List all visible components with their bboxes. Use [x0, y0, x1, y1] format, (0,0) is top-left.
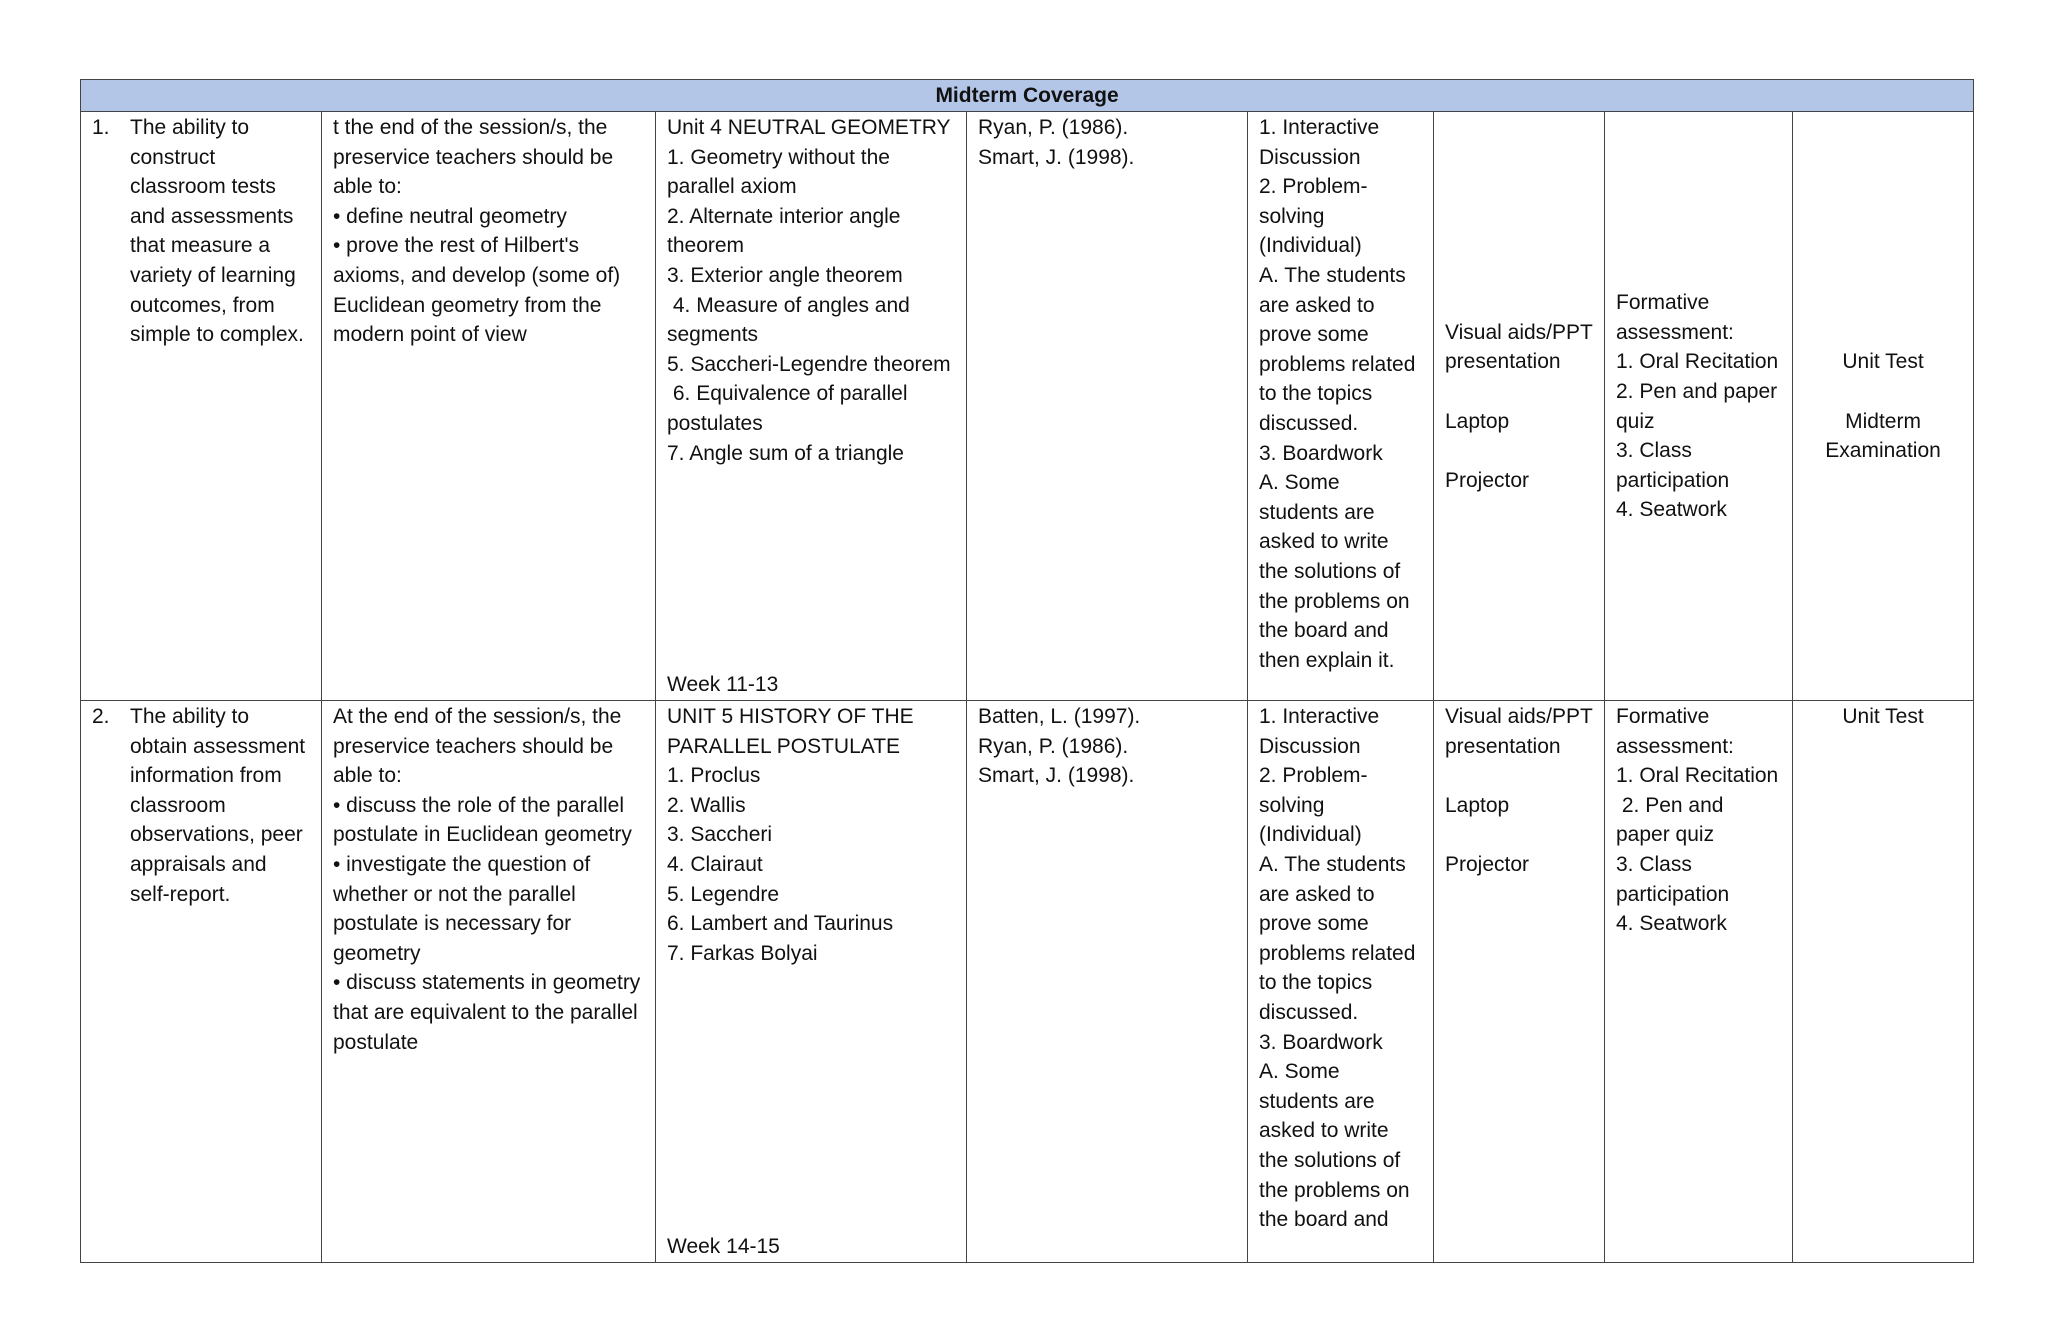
assessment-cell: [1605, 701, 1793, 1263]
strategy-line: 3. Boardwork: [1259, 441, 1383, 465]
evaluation-line: Unit Test: [1842, 350, 1924, 374]
strategy-line: A. The students are asked to prove some problems related to the topics discussed.: [1259, 852, 1422, 1024]
assessment-line: 3. Class participation: [1616, 439, 1730, 492]
strategy-line: 3. Boardwork: [1259, 1030, 1383, 1054]
reference-line: Batten, L. (1997).: [978, 705, 1141, 728]
strategy-line: 1. Interactive Discussion: [1259, 116, 1386, 169]
assessment-cell: [1605, 112, 1793, 701]
strategy-line: A. Some students are asked to write the solutions of the problems on the board and: [1259, 1060, 1416, 1232]
objective-line: At the end of the session/s, the preservice teachers should be able to:: [333, 705, 628, 788]
strategies-cell: [1248, 112, 1434, 701]
assessment-line: 2. Pen and paper quiz: [1616, 793, 1730, 847]
content-line: 4. Measure of angles and segments: [667, 293, 916, 347]
strategy-line: 2. Problem-solving (Individual): [1259, 764, 1368, 847]
strategy-line: A. The students are asked to prove some problems related to the topics discussed.: [1259, 263, 1422, 435]
outcome-cell: [81, 112, 322, 701]
week-label: Week 11-13: [667, 673, 779, 697]
material-line: Laptop: [1445, 409, 1510, 433]
material-spacer: [1445, 377, 1593, 407]
reference-line: Smart, J. (1998).: [978, 145, 1135, 169]
assessment-line: Formative assessment:: [1616, 705, 1734, 758]
material-line: Visual aids/PPT presentation: [1445, 705, 1599, 758]
reference-line: Ryan, P. (1986).: [978, 116, 1129, 139]
content-line: 1. Proclus: [667, 764, 761, 788]
assessment-line: 2. Pen and paper quiz: [1616, 379, 1783, 433]
content-cell: [656, 112, 967, 701]
table-row: [81, 112, 1974, 701]
material-line: Laptop: [1445, 793, 1510, 817]
content-line: 7. Angle sum of a triangle: [667, 441, 904, 465]
outcome-cell: [81, 701, 322, 1263]
objective-line: t the end of the session/s, the preservice teachers should be able to:: [333, 116, 620, 199]
materials-cell: [1434, 112, 1605, 701]
assessment-line: 4. Seatwork: [1616, 912, 1727, 936]
objective-line: • discuss statements in geometry that are equivalent to the parallel postulate: [333, 971, 647, 1054]
outcome-number: 1.: [92, 116, 110, 139]
table-header: Midterm Coverage: [81, 80, 1974, 112]
material-spacer: [1445, 761, 1593, 791]
content-line: 2. Wallis: [667, 793, 746, 817]
content-line: UNIT 5 HISTORY OF THE PARALLEL POSTULATE: [667, 705, 920, 758]
content-line: 3. Saccheri: [667, 823, 773, 847]
objective-line: • discuss the role of the parallel postulate in Euclidean geometry: [333, 793, 632, 847]
content-line: 2. Alternate interior angle theorem: [667, 204, 907, 258]
strategy-line: A. Some students are asked to write the solutions of the problems on the board and then explain it.: [1259, 471, 1416, 672]
content-line: 6. Equivalence of parallel postulates: [667, 382, 914, 435]
objectives-cell: [322, 112, 656, 701]
references-cell: [967, 701, 1248, 1263]
midterm-coverage-table: [80, 79, 1974, 1263]
content-line: 3. Exterior angle theorem: [667, 263, 903, 287]
content-line: Unit 4 NEUTRAL GEOMETRY: [667, 116, 951, 139]
reference-line: Ryan, P. (1986).: [978, 734, 1129, 758]
strategy-line: 1. Interactive Discussion: [1259, 705, 1386, 758]
evaluation-cell: [1793, 701, 1974, 1263]
content-line: 4. Clairaut: [667, 852, 763, 876]
content-line: 5. Legendre: [667, 882, 780, 906]
assessment-line: 1. Oral Recitation: [1616, 350, 1779, 374]
outcome-number: 2.: [92, 705, 110, 728]
assessment-line: 4. Seatwork: [1616, 498, 1727, 522]
materials-cell: [1434, 701, 1605, 1263]
objective-line: • investigate the question of whether or not the parallel postulate is necessary for geometry: [333, 852, 597, 965]
week-label: Week 14-15: [667, 1235, 780, 1259]
references-cell: [967, 112, 1248, 701]
outcome-text: The ability to obtain assessment information from classroom observations, peer appraisals and self-report.: [130, 705, 306, 906]
material-line: Projector: [1445, 468, 1530, 492]
assessment-line: Formative assessment:: [1616, 291, 1734, 344]
assessment-line: 3. Class participation: [1616, 852, 1730, 906]
strategy-line: 2. Problem-solving (Individual): [1259, 175, 1368, 258]
content-line: 7. Farkas Bolyai: [667, 941, 818, 965]
evaluation-cell: [1793, 112, 1974, 701]
objective-line: • define neutral geometry: [333, 204, 567, 228]
material-spacer: [1445, 820, 1593, 850]
material-spacer: [1445, 436, 1593, 466]
evaluation-line: Midterm Examination: [1825, 409, 1941, 463]
evaluation-line: Unit Test: [1842, 705, 1924, 728]
assessment-line: 1. Oral Recitation: [1616, 764, 1779, 788]
objective-line: • prove the rest of Hilbert's axioms, and develop (some of) Euclidean geometry from the modern point of view: [333, 234, 626, 347]
material-line: Projector: [1445, 852, 1530, 876]
strategies-cell: [1248, 701, 1434, 1263]
outcome-text: The ability to construct classroom tests and assessments that measure a variety of learning outcomes, from simple to complex.: [130, 116, 304, 347]
table-row: [81, 701, 1974, 1263]
content-line: 1. Geometry without the parallel axiom: [667, 145, 896, 199]
material-line: Visual aids/PPT presentation: [1445, 320, 1599, 374]
content-cell: [656, 701, 967, 1263]
content-line: 6. Lambert and Taurinus: [667, 912, 894, 936]
evaluation-spacer: [1804, 377, 1962, 407]
content-line: 5. Saccheri-Legendre theorem: [667, 352, 951, 376]
objectives-cell: [322, 701, 656, 1263]
reference-line: Smart, J. (1998).: [978, 764, 1135, 788]
